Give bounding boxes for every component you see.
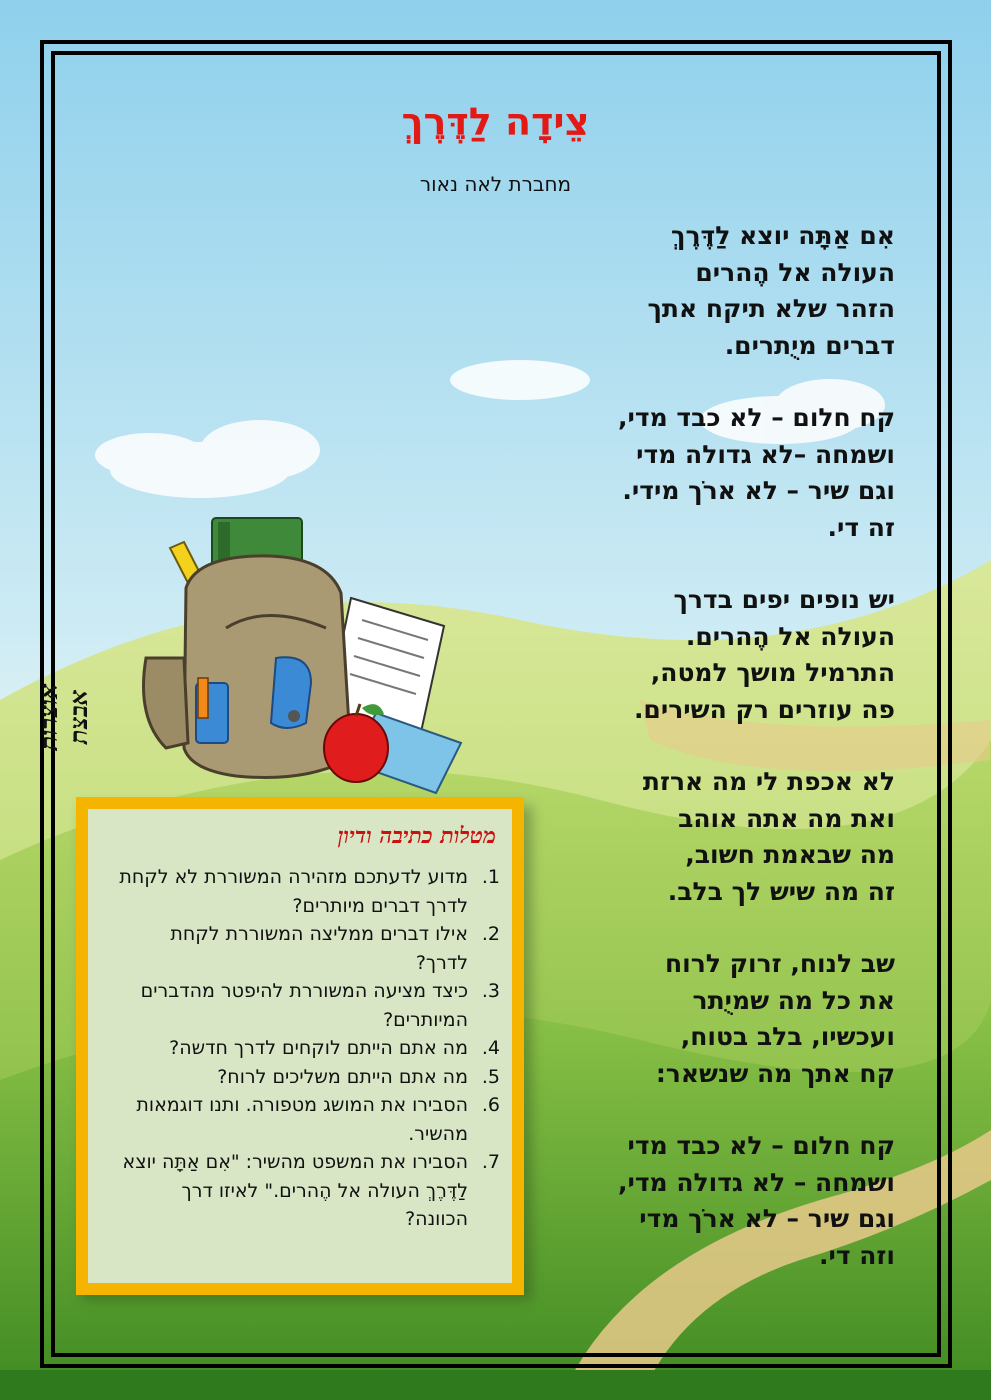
task-text: אילו דברים ממליצה המשוררת לקחת לדרך? — [170, 923, 468, 974]
poem-line: העולה אל הֶהרים. — [685, 621, 895, 651]
task-item — [116, 977, 500, 1034]
poem-line: התרמיל מושך למטה, — [650, 658, 895, 687]
poem-stanza — [495, 582, 895, 728]
poem-line: יש נופים יפים בדרך — [673, 585, 895, 614]
poem-line: מה שבאמת חשוב, — [685, 840, 895, 869]
task-item — [116, 1063, 500, 1092]
poem-line: ואת מה אתה אוהב — [678, 803, 895, 833]
poem-line: ועכשיו, בלב בטוח, — [680, 1022, 895, 1051]
poem-stanza — [495, 218, 895, 364]
task-text: מה אתם הייתם משליכים לרוח? — [217, 1065, 468, 1088]
poem-line: וגם שיר – לא ארֹך מדי — [639, 1204, 895, 1233]
task-number: 4. — [481, 1037, 500, 1059]
task-number: 3. — [481, 980, 500, 1002]
poem-line: דברים מיֻתרים. — [724, 330, 895, 360]
page-title: צֵידָה לַדֶּרֶךְ — [401, 100, 590, 144]
backpack-illustration — [126, 508, 476, 798]
poem-line: פה עוזרים רק השירים. — [633, 694, 895, 724]
task-number: 1. — [481, 866, 500, 888]
poem-line: ושמחה – לא גדולה מדי, — [617, 1167, 895, 1197]
poem-stanza — [495, 400, 895, 546]
poem-line: שב לנוח, זרוק לרוח — [664, 949, 895, 978]
poem-line: וגם שיר – לא ארֹך מידי. — [622, 476, 895, 505]
backpack-icon — [144, 556, 352, 778]
tasks-title: מטלות כתיבה ודיון — [337, 823, 496, 849]
poem-line: זה די. — [827, 512, 895, 542]
vertical-credit: אוצרות אבצת — [34, 683, 93, 751]
task-item — [116, 920, 500, 977]
task-number: 7. — [481, 1151, 500, 1173]
poem-line: קח חלום – לא כבד מדי, — [618, 403, 895, 432]
task-item — [116, 1091, 500, 1148]
task-item — [116, 1034, 500, 1063]
tasks-box — [76, 797, 524, 1295]
poem-stanza — [495, 1128, 895, 1274]
poem-line: העולה אל הֶהרים — [695, 257, 895, 287]
poem-line: וזה די. — [818, 1240, 895, 1270]
poem — [495, 218, 895, 1310]
poem-line: לא אכפת לי מה ארזת — [642, 767, 895, 796]
poem-line: הזהר שלא תיקח אתך — [647, 294, 895, 323]
task-text: מה אתם הייתם לוקחים לדרך חדשה? — [169, 1037, 468, 1059]
poem-stanza — [495, 764, 895, 910]
pencil-icon — [198, 678, 208, 718]
task-number: 5. — [481, 1065, 500, 1088]
task-text: הסבירו את המושג מטפורה. ותנו דוגמאות מהשיר. — [136, 1094, 468, 1145]
poem-stanza — [495, 946, 895, 1092]
task-item — [116, 863, 500, 920]
poem-line: את כל מה שמיֻתר — [692, 985, 895, 1015]
poem-line: ושמחה –לא גדולה מדי — [636, 439, 895, 469]
task-text: כיצד מציעה המשוררת להיפטר מהדברים המיותרים? — [140, 980, 468, 1031]
task-text: מדוע לדעתכם מזהירה המשוררת לא לקחת לדרך דברים מיותרים? — [119, 866, 468, 917]
poem-line: זה מה שיש לך בלב. — [667, 876, 895, 906]
poem-line: אִם אַתָּה יוצא לַדֶּרֶךְ — [671, 221, 895, 250]
task-text: הסבירו את המשפט מהשיר: "אִם אַתָּה יוצא לַדֶּרֶךְ העולה אל הֶהרים." לאיזו דרך הכוונה? — [122, 1151, 468, 1230]
task-item — [116, 1148, 500, 1234]
task-number: 2. — [481, 923, 500, 945]
author-line: מחברת לאה נאור — [419, 172, 572, 196]
poem-line: קח אתך מה שנשאר: — [655, 1058, 895, 1088]
tasks-list — [116, 863, 500, 1234]
task-number: 6. — [481, 1094, 500, 1116]
poem-line: קח חלום – לא כבד מדי — [627, 1131, 895, 1160]
